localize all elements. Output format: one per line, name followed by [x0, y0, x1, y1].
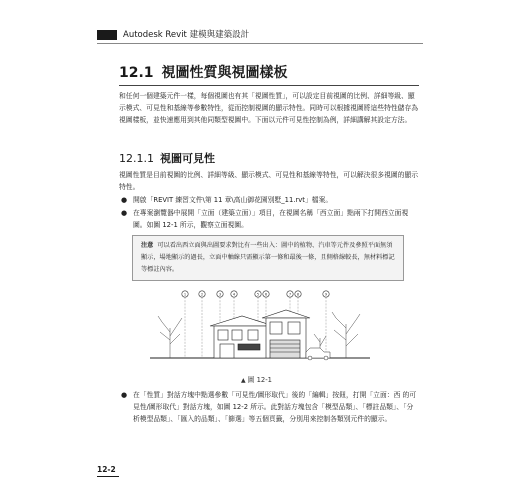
- grid-label: 7: [288, 292, 292, 297]
- grid-bubbles: [182, 291, 329, 297]
- grid-label: 8: [296, 292, 300, 297]
- step-list: [119, 194, 419, 233]
- section-heading: [119, 64, 288, 82]
- house-elevation: [210, 310, 310, 358]
- section-title: 視圖性質與視圖樣板: [161, 65, 288, 81]
- bullet-icon: ●: [121, 196, 128, 204]
- bullet-icon: ●: [121, 209, 128, 218]
- bullet-icon: ●: [121, 391, 128, 399]
- grid-label: 2: [200, 292, 204, 297]
- page-number-underline: [97, 476, 119, 477]
- subsection-intro-paragraph: 視圖性質是目前視圖的比例、詳細等級、顯示模式、可見性和基線等特性，可以解決很多視圖的顯示特性。: [119, 171, 419, 192]
- section-number: 12.1: [119, 65, 154, 81]
- step-text: 在專案瀏覽器中展開「立面（建築立面）」項目，在視圖名稱「西立面」點兩下打開西立面視圖。如圖 12-1 所示，觀察立面視圖。: [133, 209, 409, 230]
- step-item: [119, 207, 419, 231]
- grid-label: 9: [324, 292, 328, 297]
- page-number: 12-2: [97, 465, 116, 474]
- figure-caption: [241, 376, 272, 385]
- car-icon: [306, 348, 330, 360]
- note-content: [141, 240, 397, 276]
- grid-label: 6: [264, 292, 268, 297]
- step-text: 在「性質」對話方塊中點選參數「可見性/圖形取代」後的「編輯」按鈕，打開「立面：西 的可見性/圖形取代」對話方塊，如圖 12-2 所示。此對話方塊包含「模型品類」、「標註品類」、「分析模型品類」、「匯入的品類」、「篩選」等五個頁籤，分別用來控制各類別元件的顯示。: [133, 391, 417, 424]
- figure-caption-text: 圖 12-1: [247, 376, 273, 384]
- step-item: [119, 389, 419, 426]
- subsection-number: 12.1.1: [119, 152, 154, 165]
- header-divider: [97, 43, 423, 44]
- note-label: 注意: [141, 242, 154, 249]
- grid-label: 3: [218, 292, 222, 297]
- section-divider: [119, 85, 419, 86]
- step-item: [119, 194, 419, 206]
- west-elevation-figure: [150, 288, 370, 368]
- subsection-title: 視圖可見性: [160, 152, 215, 165]
- note-box: [132, 235, 404, 281]
- note-text: 可以看出西立面與出圖要求對比有一些出入：圖中的植物、汽車等元件及參照平面無須顯示，場地顯示的過長，立面中軸線只需顯示第一條和最後一條，且側格線較長，無材料標記等標註內容。: [141, 242, 395, 273]
- caption-arrow-icon: ▲: [241, 377, 246, 384]
- running-header: Autodesk Revit 建模與建築設計: [123, 30, 250, 40]
- grid-label: 5: [256, 292, 260, 297]
- step-text: 開啟「REVIT 練習文件\第 11 章\高山御花園別墅_11.rvt」檔案。: [133, 196, 333, 204]
- header-decoration: [97, 30, 117, 40]
- grid-label: 4: [232, 292, 236, 297]
- grid-label: 1: [183, 292, 187, 297]
- subsection-heading: [119, 152, 215, 166]
- step-list: [119, 389, 419, 426]
- section-intro-paragraph: 和任何一個建築元件一樣，每個視圖也有其「視圖性質」，可以設定目前視圖的比例、詳細等級、顯示模式、可見性和基線等參數特性，從而控制視圖的顯示特性。同時可以根據視圖將這些特性儲存為視圖樣板，並快速應用到其他同類型視圖中。下面以元件可見性控制為例，詳細講解其設定方法。: [119, 92, 419, 125]
